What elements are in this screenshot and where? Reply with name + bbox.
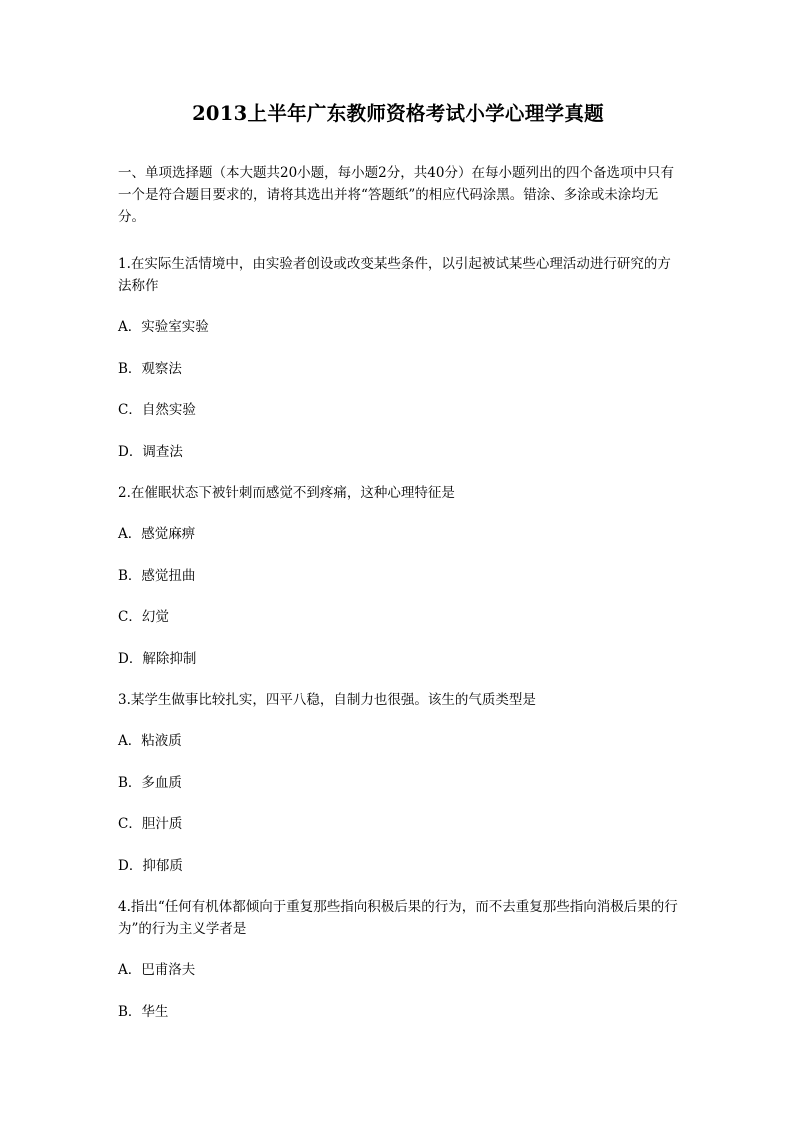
question-3-stem: 3.某学生做事比较扎实，四平八稳，自制力也很强。该生的气质类型是	[118, 692, 536, 708]
question-3-option-d: D．抑郁质	[118, 857, 183, 874]
question-2-option-b: B．感觉扭曲	[118, 567, 196, 584]
question-1-option-d: D．调查法	[118, 443, 183, 460]
document-title: 2013上半年广东教师资格考试小学心理学真题	[192, 102, 604, 125]
question-3-option-c: C．胆汁质	[118, 816, 183, 832]
question-4-option-a: A．巴甫洛夫	[118, 962, 196, 978]
question-3-option-b: B．多血质	[118, 774, 182, 791]
question-4-option-b: B．华生	[118, 1003, 169, 1020]
question-1-stem: 1.在实际生活情境中，由实验者创设或改变某些条件，以引起被试某些心理活动进行研究的方法称作	[118, 256, 671, 294]
question-2-option-d: D．解除抑制	[118, 650, 197, 667]
question-2-stem: 2.在催眠状态下被针刺而感觉不到疼痛，这种心理特征是	[118, 485, 455, 501]
section-instructions: 一、单项选择题（本大题共20小题，每小题2分，共40分）在每小题列出的四个备选项中只有一个是符合题目要求的，请将其选出并将“答题纸”的相应代码涂黑。错涂、多涂或未涂均无分。	[118, 165, 674, 225]
question-2-option-a: A．感觉麻痹	[118, 526, 196, 542]
question-1-option-c: C．自然实验	[118, 402, 196, 418]
question-4-stem: 4.指出“任何有机体都倾向于重复那些指向积极后果的行为，而不去重复那些指向消极后果的行为”的行为主义学者是	[118, 899, 678, 937]
question-2-option-c: C．幻觉	[118, 609, 169, 625]
question-3-option-a: A．粘液质	[118, 733, 182, 749]
document-page	[118, 100, 678, 1042]
question-1-option-b: B．观察法	[118, 360, 182, 377]
question-1-option-a: A．实验室实验	[118, 319, 209, 335]
